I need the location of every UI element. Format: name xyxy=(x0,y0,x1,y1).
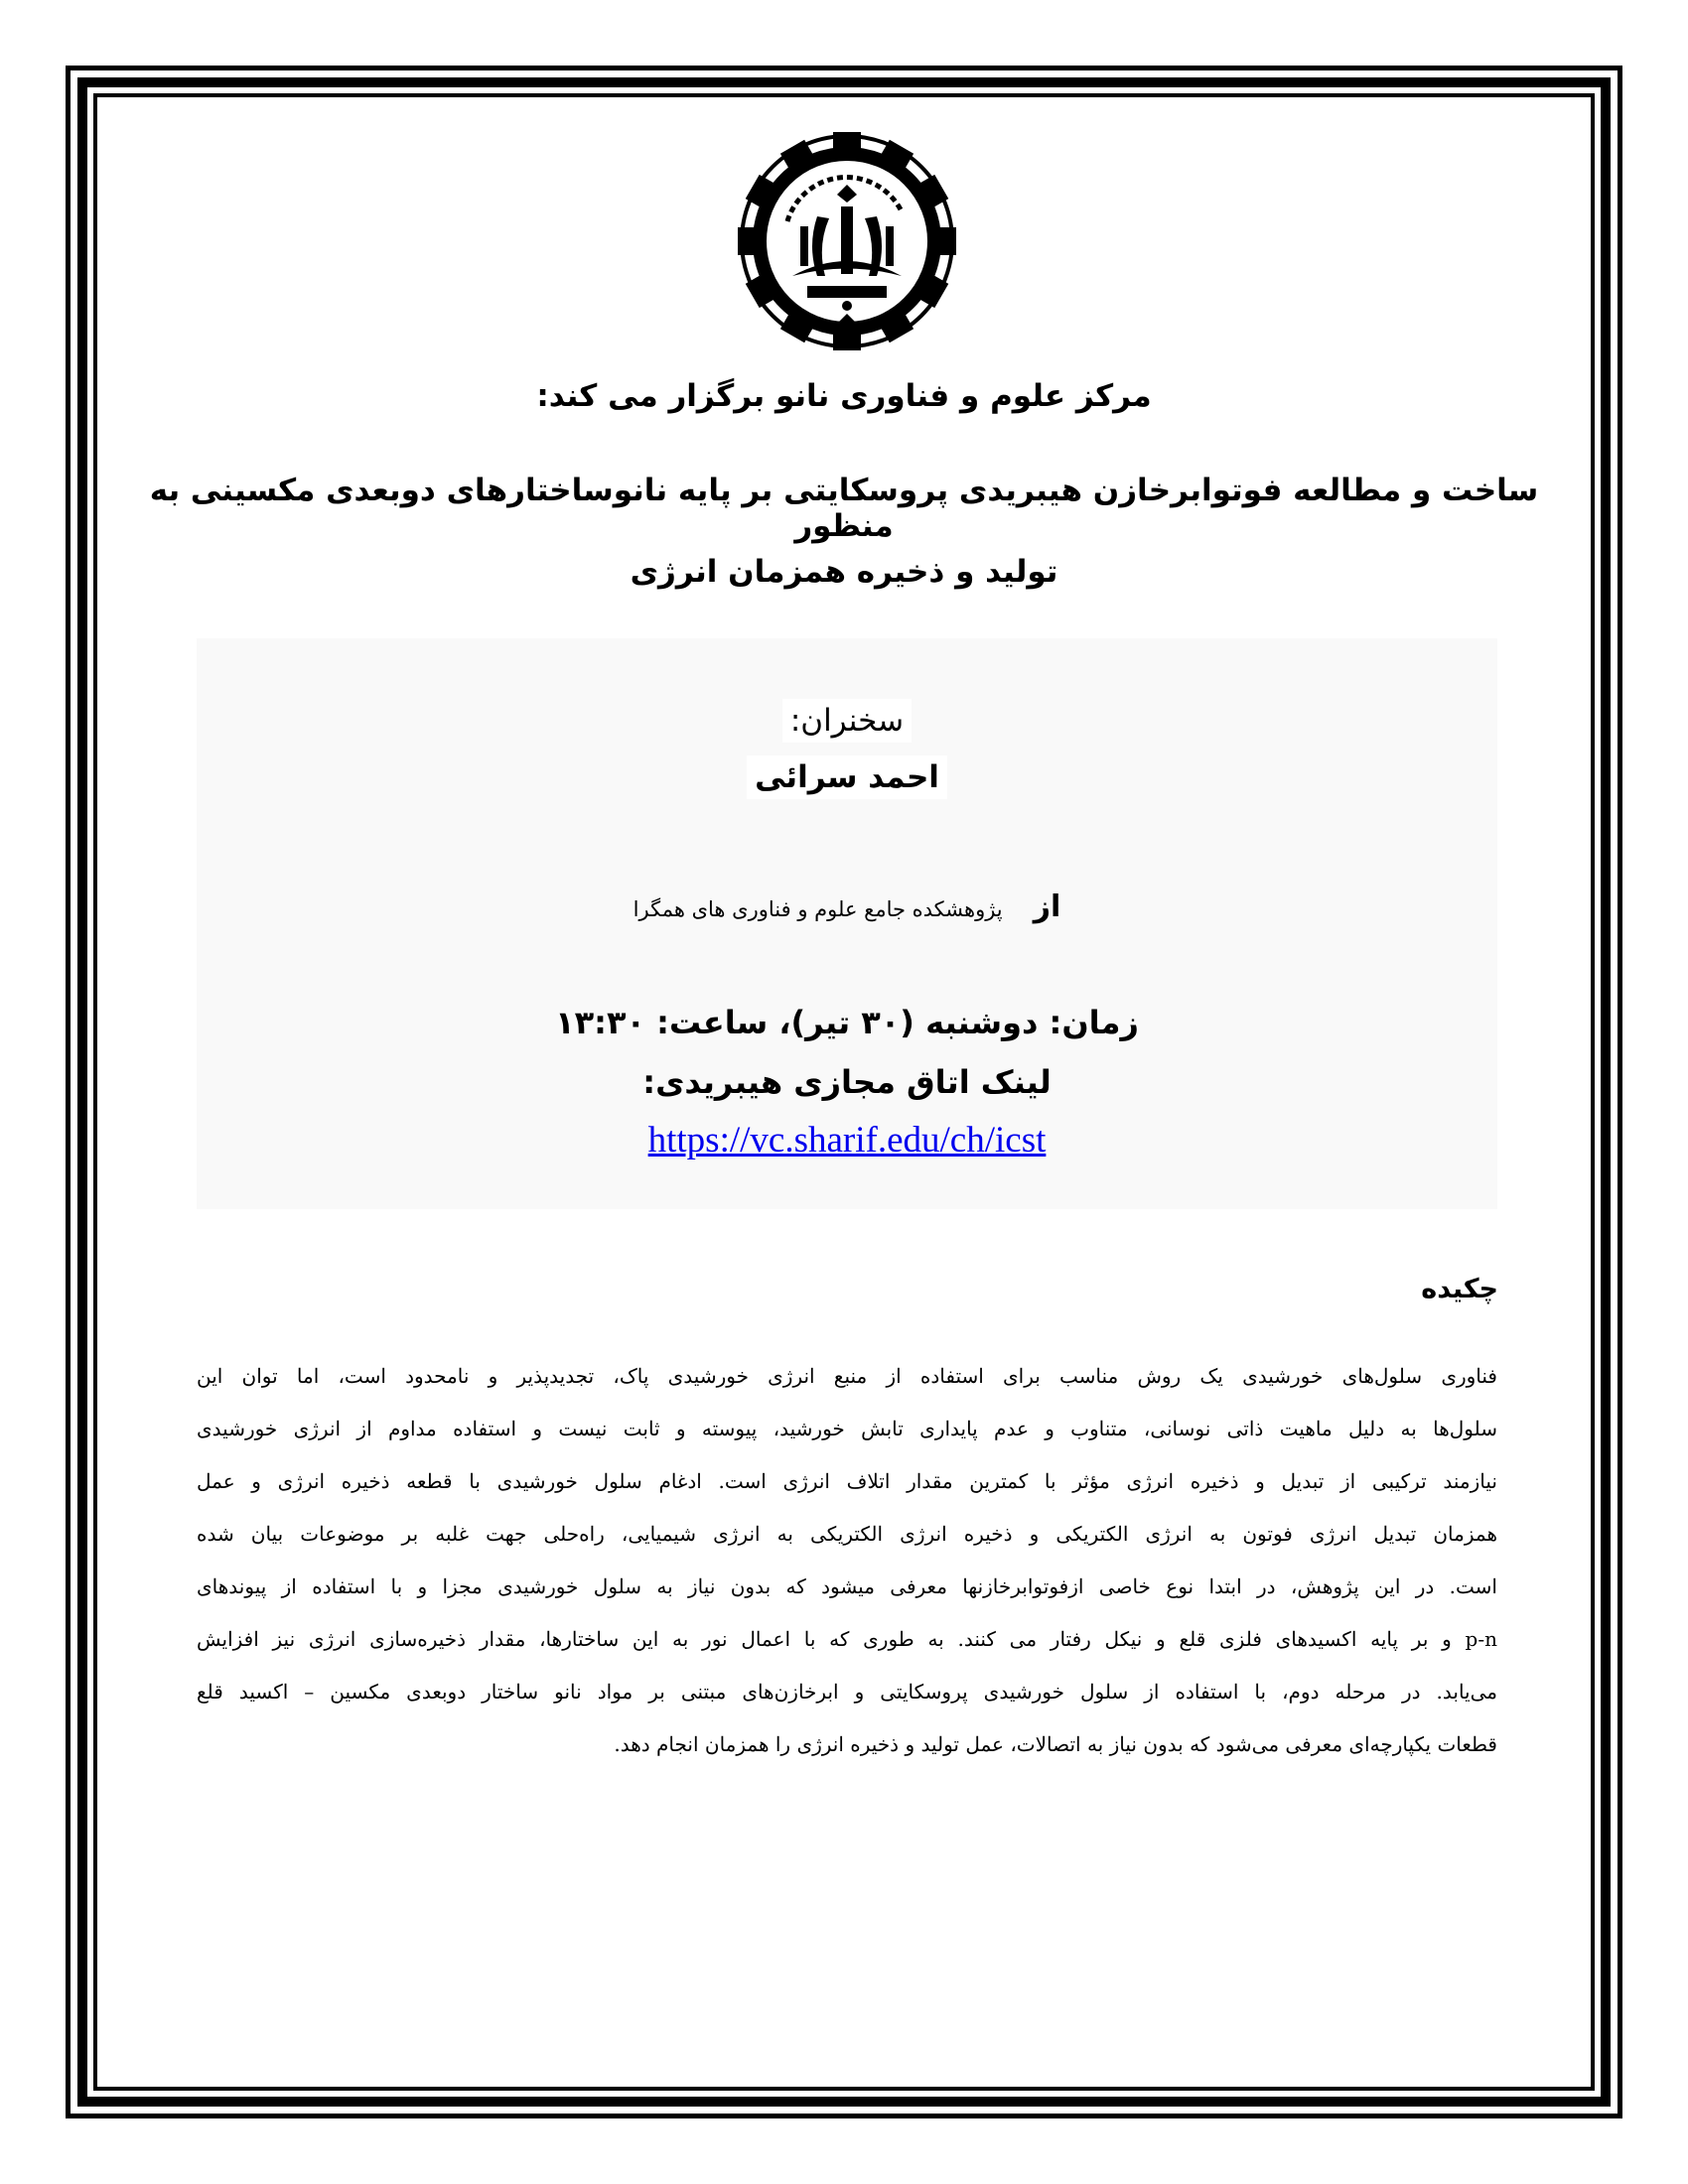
abstract-line: قطعات یکپارچه‌ای معرفی می‌شود که بدون نیاز به اتصالات، عمل تولید و ذخیره انرژی را همزمان انجام دهد. xyxy=(614,1732,1497,1756)
abstract-line: است. در این پژوهش، در ابتدا نوع خاصی ازفوتوابرخازنها معرفی میشود که بدون نیاز به سلول خورشیدی مجزا و با استفاده از پیوندهای xyxy=(197,1574,1497,1598)
talk-info-box xyxy=(197,638,1497,1209)
speaker-name-row xyxy=(197,759,1497,795)
abstract-line: همزمان تبدیل انرژی فوتون به انرژی الکتریکی و ذخیره انرژی الکتریکی به انرژی شیمیایی، راه‌حلی جهت غلبه بر موضوعات بیان شده xyxy=(197,1522,1497,1546)
abstract-line: p-n و بر پایه اکسیدهای فلزی قلع و نیکل رفتار می کنند. به طوری که با اعمال نور به این ساختارها، مقدار ذخیره‌سازی انرژی نیز افزایش xyxy=(197,1627,1497,1651)
event-time: زمان: دوشنبه (۳۰ تیر)، ساعت: ۱۳:۳۰ xyxy=(555,1004,1139,1041)
talk-title-line-2: تولید و ذخیره همزمان انرژی xyxy=(630,554,1058,590)
virtual-room-link-label: لینک اتاق مجازی هیبریدی: xyxy=(642,1063,1052,1101)
affiliation-name: پژوهشکده جامع علوم و فناوری های همگرا xyxy=(633,897,1003,921)
speakers-label-row xyxy=(197,703,1497,739)
abstract-body xyxy=(197,1350,1497,1771)
virtual-room-link[interactable]: https://vc.sharif.edu/ch/icst xyxy=(647,1120,1047,1160)
virtual-room-link-row xyxy=(197,1119,1497,1161)
abstract-line: سلول‌ها به دلیل ماهیت ذاتی نوسانی، متناوب و عدم پایداری تابش خورشید، پیوسته و ثابت نیست و استفاده مداوم از انرژی خورشیدی xyxy=(197,1417,1497,1440)
organizer-heading: مرکز علوم و فناوری نانو برگزار می کند: xyxy=(536,378,1152,414)
affiliation-from-label: از xyxy=(1033,889,1061,924)
announcement-page xyxy=(97,97,1591,2087)
university-gear-emblem-icon xyxy=(733,127,961,355)
speaker-name: احمد سرائی xyxy=(747,755,947,799)
affiliation-row xyxy=(197,889,1497,924)
abstract-heading: چکیده xyxy=(1421,1274,1498,1304)
speakers-label: سخنران: xyxy=(782,699,912,743)
abstract-line: می‌یابد. در مرحله دوم، با استفاده از سلول خورشیدی پروسکایتی و ابرخازن‌های مبتنی بر مواد نانو ساختار دوبعدی مکسین – اکسید قلع xyxy=(197,1680,1497,1704)
abstract-line: نیازمند ترکیبی از تبدیل و ذخیره انرژی مؤثر با کمترین مقدار اتلاف انرژی است. ادغام سلول خورشیدی با قطعه ذخیره انرژی و عمل xyxy=(197,1469,1497,1493)
talk-title-line-1: ساخت و مطالعه فوتوابرخازن هیبریدی پروسکایتی بر پایه نانوساختارهای دوبعدی مکسینی به منظور xyxy=(149,473,1539,544)
abstract-line: فناوری سلول‌های خورشیدی یک روش مناسب برای استفاده از منبع انرژی خورشیدی پاک، تجدیدپذیر و نامحدود است، اما توان این xyxy=(197,1364,1497,1388)
